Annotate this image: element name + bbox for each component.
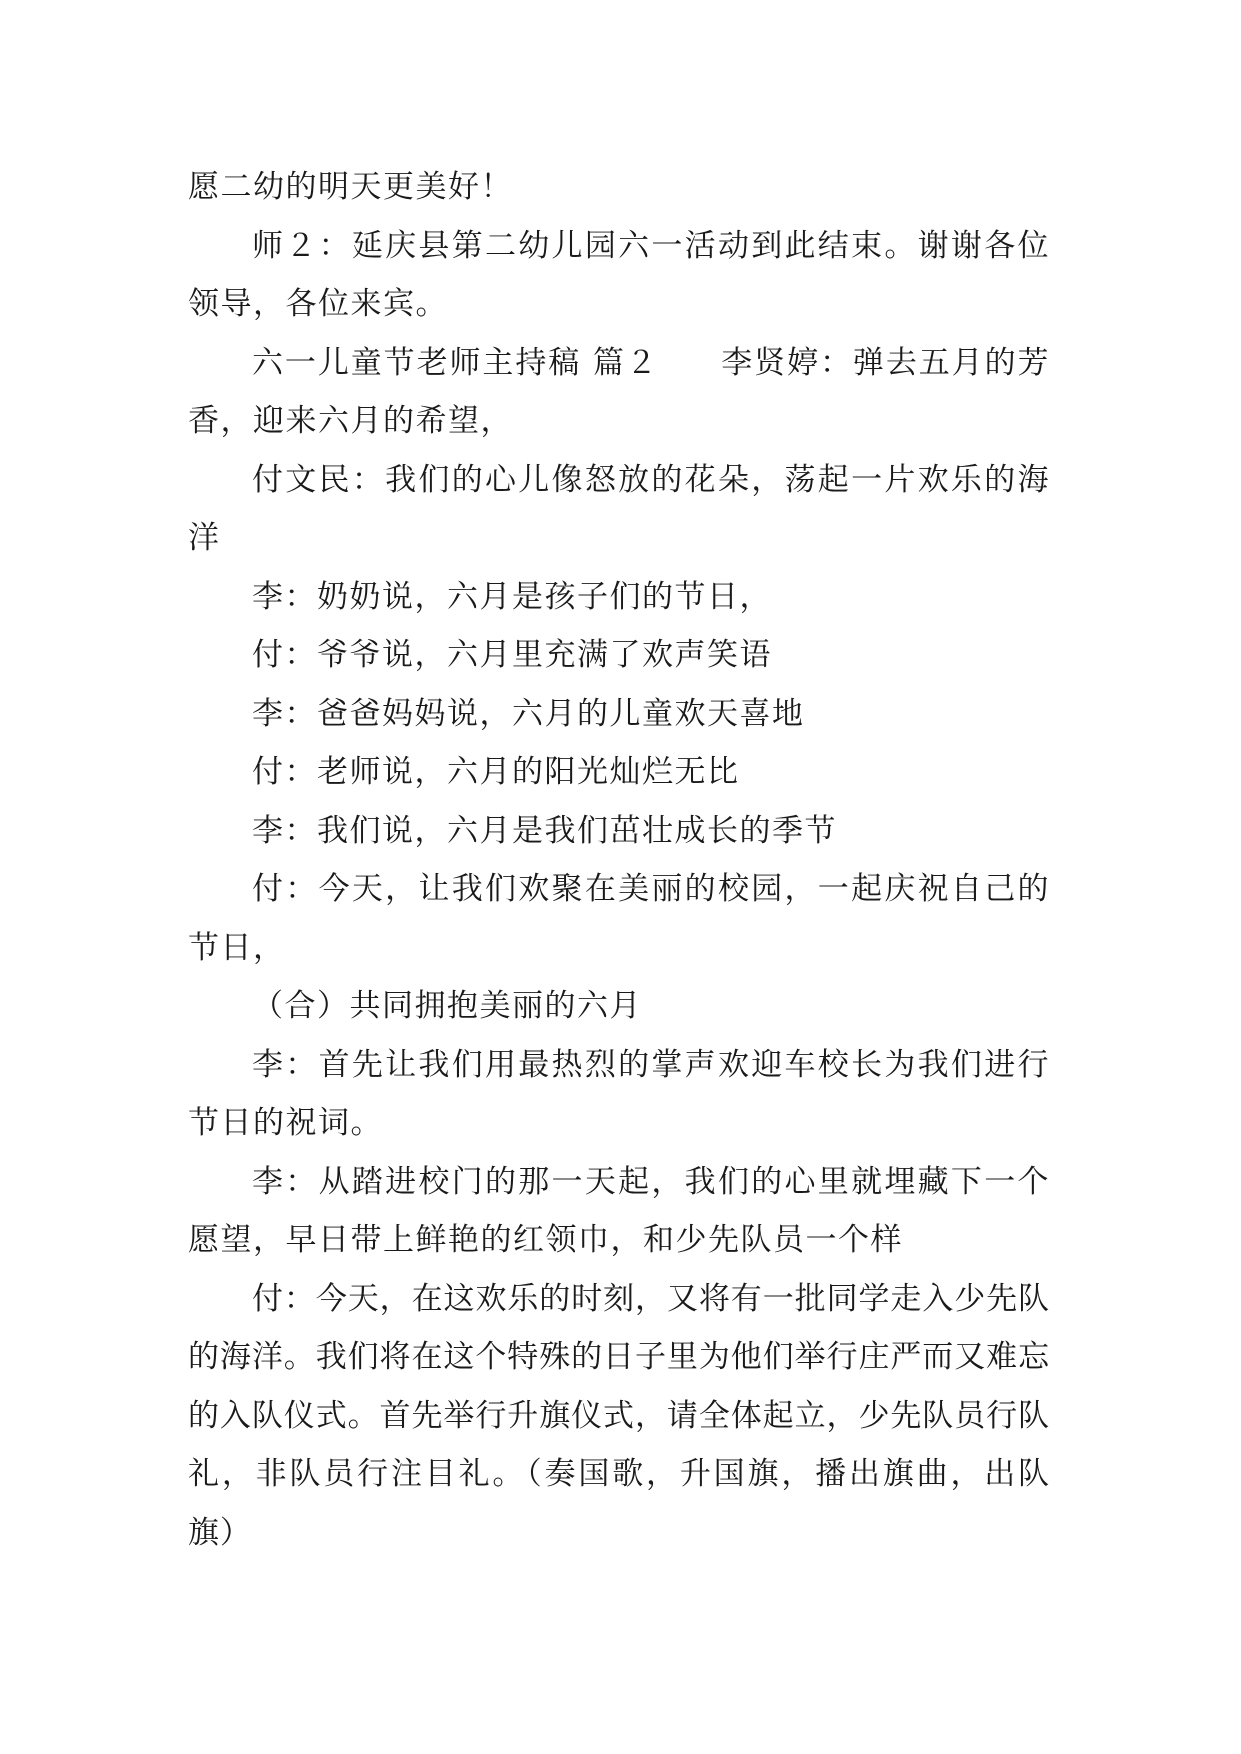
paragraph-fu-teacher: 付：老师说，六月的阳光灿烂无比 xyxy=(252,754,740,790)
paragraph-section-heading xyxy=(188,334,1050,451)
paragraph-li-us: 李：我们说，六月是我们茁壮成长的季节 xyxy=(252,812,837,849)
section-heading: 六一儿童节老师主持稿 篇２ xyxy=(252,344,659,381)
paragraph-together: （合）共同拥抱美丽的六月 xyxy=(252,988,642,1024)
paragraph-li-parents: 李：爸爸妈妈说，六月的儿童欢天喜地 xyxy=(252,695,805,732)
paragraph-li-grandma: 李：奶奶说，六月是孩子们的节日， xyxy=(252,578,772,615)
paragraph-teacher2-ending: 师２：延庆县第二幼儿园六一活动到此结束。谢谢各位领导，各位来宾。 xyxy=(188,227,1050,322)
document-body xyxy=(188,158,1050,1562)
paragraph-fu-wenmin: 付文民：我们的心儿像怒放的花朵，荡起一片欢乐的海洋 xyxy=(188,461,1050,556)
paragraph-li-wish: 李：从踏进校门的那一天起，我们的心里就埋藏下一个愿望，早日带上鲜艳的红领巾，和少先队员一个样 xyxy=(188,1163,1050,1258)
paragraph-li-principal: 李：首先让我们用最热烈的掌声欢迎车校长为我们进行节日的祝词。 xyxy=(188,1046,1050,1141)
paragraph-closing-wish: 愿二幼的明天更美好！ xyxy=(188,169,513,205)
paragraph-fu-grandpa: 付：爷爷说，六月里充满了欢声笑语 xyxy=(252,637,772,673)
paragraph-fu-ceremony: 付：今天，在这欢乐的时刻，又将有一批同学走入少先队的海洋。我们将在这个特殊的日子里为他们举行庄严而又难忘的入队仪式。首先举行升旗仪式，请全体起立，少先队员行队礼，非队员行注目礼。（奏国歌，升国旗，播出旗曲，出队旗） xyxy=(188,1280,1050,1551)
section-opening-line: 李贤婷：弹去五月的芳香，迎来六月的希望， xyxy=(188,344,1051,439)
paragraph-fu-today: 付：今天，让我们欢聚在美丽的校园，一起庆祝自己的节日， xyxy=(188,871,1050,966)
